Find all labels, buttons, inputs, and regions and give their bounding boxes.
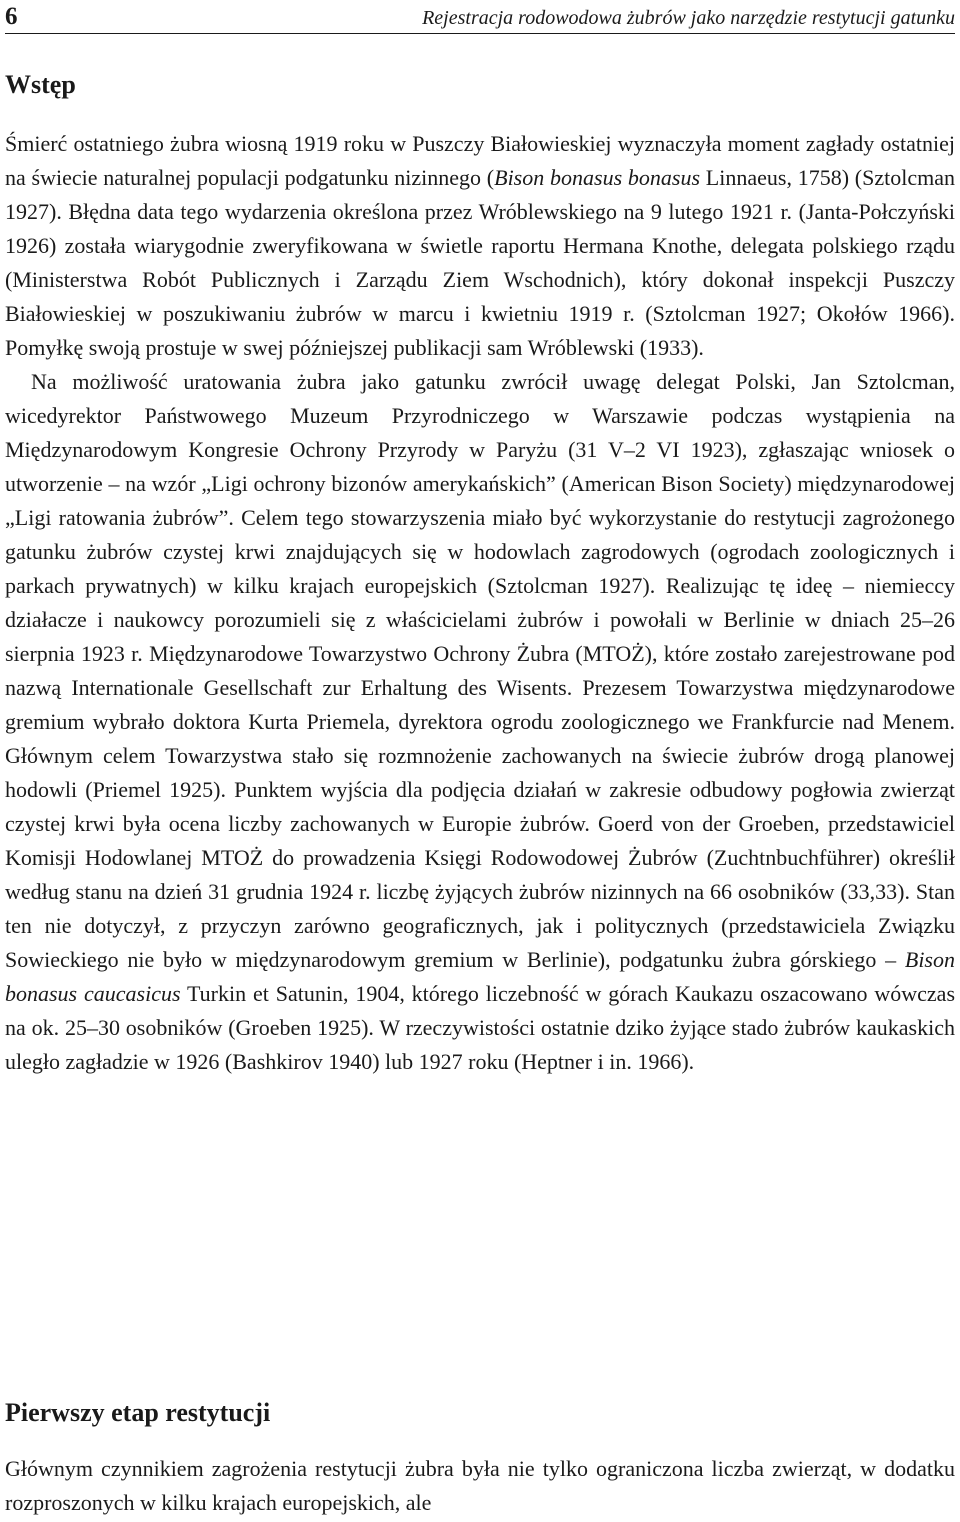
intro-body <box>5 127 955 1079</box>
first-stage-body <box>5 1452 955 1520</box>
intro-p2-text-a: Na możliwość uratowania żubra jako gatunku zwrócił uwagę delegat Polski, Jan Sztolcman, wicedyrektor Państwowego Muzeum Przyrodniczego w Warszawie podczas wystąpienia na Międzynarodowym Kongresie Ochrony Przyrody w Paryżu (31 V–2 VI 1923), zgłaszając wniosek o utworzenie – na wzór „Ligi ochrony bizonów amerykańskich” (American Bison Society) międzynarodowej „Ligi ratowania żubrów”. Celem tego stowarzyszenia miało być wykorzystanie do restytucji zagrożonego gatunku żubrów czystej krwi znajdujących się w hodowlach zagrodowych (ogrodach zoologicznych i parkach prywatnych) w kilku krajach europejskich (Sztolcman 1927). Realizując tę ideę – niemieccy działacze i naukowcy porozumieli się z właścicielami żubrów i powołali w Berlinie w dniach 25–26 sierpnia 1923 r. Międzynarodowe Towarzystwo Ochrony Żubra (MTOŻ), które zostało zarejestrowane pod nazwą Internationale Gesellschaft zur Erhaltung des Wisents. Prezesem Towarzystwa międzynarodowe gremium wybrało doktora Kurta Priemela, dyrektora ogrodu zoologicznego we Frankfurcie nad Menem. Głównym celem Towarzystwa stało się rozmnożenie zachowanych na świecie żubrów drogą planowej hodowli (Priemel 1925). Punktem wyjścia dla podjęcia działań w zakresie odbudowy pogłowia zwierząt czystej krwi była ocena liczby zachowanych w Europie żubrów. Goerd von der Groeben, przedstawiciel Komisji Hodowlanej MTOŻ do prowadzenia Księgi Rodowodowej Żubrów (Zuchtnbuchführer) określił według stanu na dzień 31 grudnia 1924 r. liczbę żyjących żubrów nizinnych na 66 osobników (33,33). Stan ten nie dotyczył, z przyczyn zarówno geograficznych, jak i politycznych (przedstawiciela Związku Sowieckiego nie było w międzynarodowym gremium w Berlinie), podgatunku żubra górskiego – <box>5 369 955 972</box>
intro-p1-text-b: Linnaeus, 1758) (Sztolcman 1927). Błędna data tego wydarzenia określona przez Wróblewskiego na 9 lutego 1921 r. (Janta-Połczyński 1926) została wiarygodnie zweryfikowana w świetle raportu Hermana Knothe, delegata polskiego rządu (Ministerstwa Robót Publicznych i Zarządu Ziem Wschodnich), który dokonał inspekcji Puszczy Białowieskiej w poszukiwaniu żubrów w marcu i kwietniu 1919 r. (Sztolcman 1927; Okołów 1966). Pomyłkę swoją prostuje w swej późniejszej publikacji sam Wróblewski (1933). <box>5 165 955 360</box>
section-heading-first-stage: Pierwszy etap restytucji <box>5 1398 271 1427</box>
intro-p1-text-a: Śmierć ostatniego żubra wiosną 1919 roku w Puszczy Białowieskiej wyznaczyła moment zagłady ostatniej na świecie naturalnej populacji podgatunku nizinnego ( <box>5 131 955 190</box>
first-stage-paragraph-1: Głównym czynnikiem zagrożenia restytucji żubra była nie tylko ograniczona liczba zwierząt, w dodatku rozproszonych w kilku krajach europejskich, ale <box>5 1456 955 1515</box>
species-name-lowland: Bison bonasus bonasus <box>494 165 701 190</box>
intro-p2-text-b: Turkin et Satunin, 1904, którego liczebność w górach Kaukazu oszacowano wówczas na ok. 25–30 osobników (Groeben 1925). W rzeczywistości ostatnie dziko żyjące stado żubrów kaukaskich uległo zagładzie w 1926 (Bashkirov 1940) lub 1927 roku (Heptner i in. 1966). <box>5 981 956 1074</box>
intro-paragraph-2 <box>5 365 955 1079</box>
intro-paragraph-1 <box>5 127 955 365</box>
running-title: Rejestracja rodowodowa żubrów jako narzędzie restytucji gatunku <box>422 7 955 29</box>
section-heading-intro: Wstęp <box>5 70 76 99</box>
species-name-caucasian: Bison bonasus caucasicus <box>5 947 955 1006</box>
page-number: 6 <box>5 3 18 30</box>
running-header <box>5 0 955 34</box>
